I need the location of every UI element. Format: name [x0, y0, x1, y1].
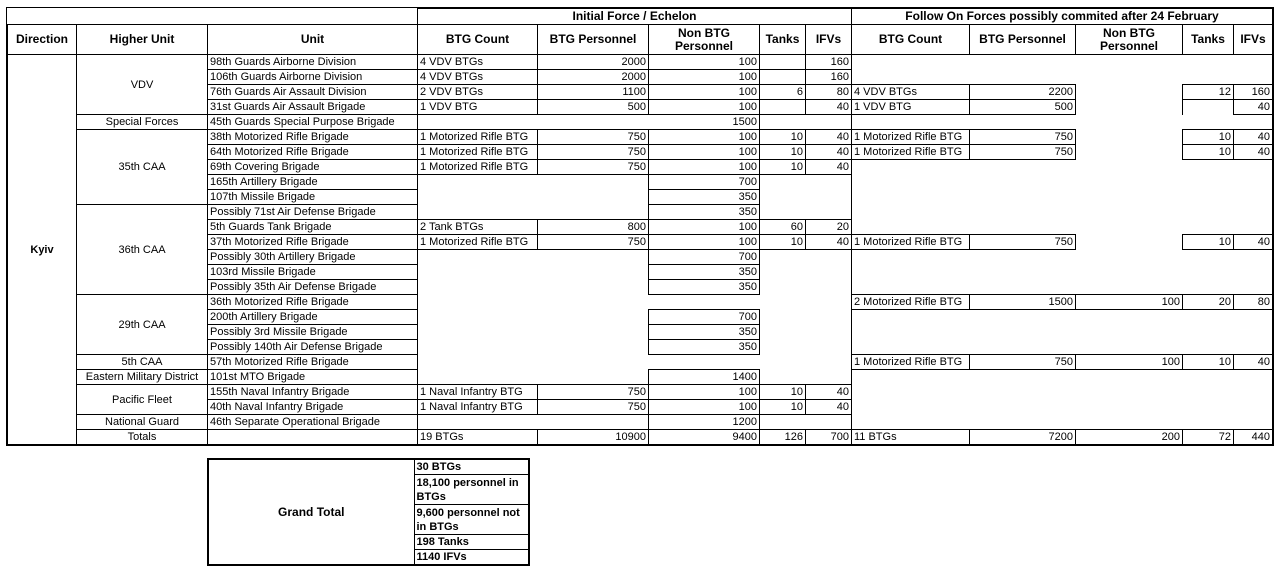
cell-non-btg: 100 [649, 385, 760, 400]
empty-cell [852, 400, 1273, 415]
col-follow-btg-personnel: BTG Personnel [970, 25, 1076, 55]
col-non-btg-personnel: Non BTG Personnel [649, 25, 760, 55]
forces-table [7, 8, 1273, 445]
unit-cell: 107th Missile Brigade [208, 190, 418, 205]
unit-cell: 200th Artillery Brigade [208, 310, 418, 325]
cell-tanks: 10 [760, 145, 806, 160]
unit-cell: 76th Guards Air Assault Division [208, 85, 418, 100]
unit-cell: 5th Guards Tank Brigade [208, 220, 418, 235]
cell-non-btg: 100 [649, 85, 760, 100]
col-tanks: Tanks [760, 25, 806, 55]
cell-btg: 1 Motorized Rifle BTG [418, 235, 538, 250]
table-row [8, 205, 1273, 220]
col-follow-non-btg-personnel: Non BTG Personnel [1076, 25, 1183, 55]
unit-cell: 106th Guards Airborne Division [208, 70, 418, 85]
higher-unit-cell: Pacific Fleet [77, 385, 208, 415]
cell-btg-pers: 750 [538, 235, 649, 250]
cell-non-btg: 700 [649, 250, 760, 265]
cell-f-ifvs: 40 [1234, 355, 1273, 370]
unit-cell: Possibly 71st Air Defense Brigade [208, 205, 418, 220]
empty-cell [852, 70, 1273, 85]
cell-f-btg: 4 VDV BTGs [852, 85, 970, 100]
unit-cell: Possibly 140th Air Defense Brigade [208, 340, 418, 355]
direction-cell: Kyiv [8, 55, 77, 445]
cell-f-non [1076, 100, 1183, 115]
table-row [8, 370, 1273, 385]
cell-tanks: 6 [760, 85, 806, 100]
cell-btg-pers: 750 [538, 385, 649, 400]
higher-unit-cell: 29th CAA [77, 295, 208, 355]
cell-non-btg: 350 [649, 265, 760, 280]
unit-cell: 64th Motorized Rifle Brigade [208, 145, 418, 160]
cell-f-btg: 2 Motorized Rifle BTG [852, 295, 970, 310]
table-row [8, 55, 1273, 70]
empty-cell [852, 220, 1273, 235]
cell-tanks: 10 [760, 235, 806, 250]
col-follow-ifvs: IFVs [1234, 25, 1273, 55]
grand-total-ifvs: 1140 IFVs [414, 550, 529, 566]
cell-f-pers: 750 [970, 145, 1076, 160]
cell-tanks: 10 [760, 400, 806, 415]
cell-f-non [1076, 235, 1183, 250]
unit-cell: 98th Guards Airborne Division [208, 55, 418, 70]
empty-cell [418, 265, 649, 280]
empty-cell [852, 415, 1273, 430]
cell-ifvs: 40 [806, 160, 852, 175]
cell-non-btg: 100 [649, 160, 760, 175]
empty-cell [760, 205, 852, 220]
header-column-row [8, 25, 1273, 55]
cell-tanks [760, 70, 806, 85]
empty-cell [760, 415, 852, 430]
cell-btg-pers: 750 [538, 130, 649, 145]
empty-cell [418, 325, 649, 340]
col-direction: Direction [8, 25, 77, 55]
unit-cell: Possibly 35th Air Defense Brigade [208, 280, 418, 295]
cell-ifvs: 40 [806, 130, 852, 145]
empty-cell [760, 280, 852, 295]
unit-cell: 69th Covering Brigade [208, 160, 418, 175]
initial-force-header: Initial Force / Echelon [418, 9, 852, 25]
cell-btg: 4 VDV BTGs [418, 55, 538, 70]
cell-f-btg: 1 Motorized Rifle BTG [852, 355, 970, 370]
empty-cell [418, 370, 649, 385]
unit-cell: Possibly 3rd Missile Brigade [208, 325, 418, 340]
cell-non-btg: 700 [649, 310, 760, 325]
totals-f-ifvs: 440 [1234, 430, 1273, 445]
cell-tanks [760, 100, 806, 115]
empty-cell [208, 430, 418, 445]
totals-f-btg: 11 BTGs [852, 430, 970, 445]
cell-f-non [1076, 145, 1183, 160]
cell-btg-pers: 2000 [538, 55, 649, 70]
col-unit: Unit [208, 25, 418, 55]
empty-cell [760, 190, 852, 205]
unit-cell: 36th Motorized Rifle Brigade [208, 295, 418, 310]
table-row [8, 415, 1273, 430]
empty-cell [852, 310, 1273, 325]
cell-btg-pers: 750 [538, 400, 649, 415]
empty-cell [760, 370, 852, 385]
cell-f-pers: 2200 [970, 85, 1076, 100]
higher-unit-cell: 35th CAA [77, 130, 208, 205]
col-btg-count: BTG Count [418, 25, 538, 55]
cell-f-btg: 1 Motorized Rifle BTG [852, 130, 970, 145]
higher-unit-cell: 36th CAA [77, 205, 208, 295]
cell-btg: 1 Motorized Rifle BTG [418, 160, 538, 175]
cell-non-btg: 1400 [649, 370, 760, 385]
table-row [8, 385, 1273, 400]
cell-non-btg: 350 [649, 340, 760, 355]
cell-tanks: 60 [760, 220, 806, 235]
empty-cell [852, 340, 1273, 355]
cell-tanks: 10 [760, 160, 806, 175]
empty-cell [418, 310, 649, 325]
higher-unit-cell: Special Forces [77, 115, 208, 130]
cell-f-ifvs: 40 [1234, 235, 1273, 250]
unit-cell: 31st Guards Air Assault Brigade [208, 100, 418, 115]
totals-f-pers: 7200 [970, 430, 1076, 445]
unit-cell: 103rd Missile Brigade [208, 265, 418, 280]
grand-total-table [207, 458, 530, 566]
totals-f-tanks: 72 [1183, 430, 1234, 445]
grand-total-non-btg-personnel: 9,600 personnel not in BTGs [414, 505, 529, 535]
empty-cell [852, 205, 1273, 220]
col-follow-btg-count: BTG Count [852, 25, 970, 55]
empty-cell [418, 295, 852, 310]
empty-cell [852, 265, 1273, 280]
cell-ifvs: 160 [806, 70, 852, 85]
empty-cell [760, 175, 852, 190]
cell-f-btg: 1 VDV BTG [852, 100, 970, 115]
empty-cell [418, 355, 852, 370]
cell-f-tanks [1183, 100, 1234, 115]
unit-cell: 46th Separate Operational Brigade [208, 415, 418, 430]
cell-tanks [760, 55, 806, 70]
cell-non-btg: 100 [649, 220, 760, 235]
cell-f-tanks: 12 [1183, 85, 1234, 100]
col-follow-tanks: Tanks [1183, 25, 1234, 55]
empty-cell [852, 175, 1273, 190]
cell-non-btg: 100 [649, 70, 760, 85]
empty-cell [852, 190, 1273, 205]
empty-cell [418, 415, 649, 430]
table-row [8, 130, 1273, 145]
cell-tanks: 10 [760, 130, 806, 145]
cell-f-tanks: 10 [1183, 235, 1234, 250]
empty-cell [760, 115, 852, 130]
grand-total-label: Grand Total [208, 459, 414, 565]
cell-btg: 1 VDV BTG [418, 100, 538, 115]
cell-btg: 1 Naval Infantry BTG [418, 385, 538, 400]
cell-f-pers: 1500 [970, 295, 1076, 310]
empty-cell [852, 115, 1273, 130]
empty-cell [760, 250, 852, 265]
empty-cell [852, 370, 1273, 385]
totals-btg: 19 BTGs [418, 430, 538, 445]
empty-cell [760, 325, 852, 340]
cell-btg: 1 Naval Infantry BTG [418, 400, 538, 415]
grand-total-btgs: 30 BTGs [414, 459, 529, 475]
unit-cell: 45th Guards Special Purpose Brigade [208, 115, 418, 130]
cell-f-ifvs: 40 [1234, 130, 1273, 145]
totals-non-btg: 9400 [649, 430, 760, 445]
cell-non-btg: 350 [649, 325, 760, 340]
empty-cell [418, 205, 649, 220]
cell-f-non: 100 [1076, 295, 1183, 310]
empty-cell [418, 190, 649, 205]
cell-f-pers: 750 [970, 130, 1076, 145]
cell-f-tanks: 20 [1183, 295, 1234, 310]
cell-ifvs: 40 [806, 100, 852, 115]
cell-btg-pers: 750 [538, 160, 649, 175]
higher-unit-cell: 5th CAA [77, 355, 208, 370]
cell-non-btg: 100 [649, 145, 760, 160]
grand-total-btg-personnel: 18,100 personnel in BTGs [414, 475, 529, 505]
empty-cell [760, 340, 852, 355]
empty-cell [852, 250, 1273, 265]
unit-cell: Possibly 30th Artillery Brigade [208, 250, 418, 265]
cell-non-btg: 100 [649, 400, 760, 415]
cell-tanks: 10 [760, 385, 806, 400]
cell-non-btg: 1500 [418, 115, 760, 130]
cell-btg-pers: 2000 [538, 70, 649, 85]
cell-non-btg: 350 [649, 205, 760, 220]
cell-f-tanks: 10 [1183, 145, 1234, 160]
cell-non-btg: 350 [649, 190, 760, 205]
cell-non-btg: 1200 [649, 415, 760, 430]
follow-on-header: Follow On Forces possibly commited after 24 February [852, 9, 1273, 25]
unit-cell: 101st MTO Brigade [208, 370, 418, 385]
cell-ifvs: 40 [806, 400, 852, 415]
cell-f-tanks: 10 [1183, 355, 1234, 370]
header-group-row [8, 9, 1273, 25]
table-row [8, 355, 1273, 370]
cell-f-pers: 750 [970, 355, 1076, 370]
totals-tanks: 126 [760, 430, 806, 445]
unit-cell: 57th Motorized Rifle Brigade [208, 355, 418, 370]
cell-btg: 2 VDV BTGs [418, 85, 538, 100]
cell-btg-pers: 1100 [538, 85, 649, 100]
totals-ifvs: 700 [806, 430, 852, 445]
cell-btg: 2 Tank BTGs [418, 220, 538, 235]
header-blank [8, 9, 418, 25]
empty-cell [418, 340, 649, 355]
totals-row [8, 430, 1273, 445]
cell-f-btg: 1 Motorized Rifle BTG [852, 145, 970, 160]
empty-cell [852, 325, 1273, 340]
cell-ifvs: 40 [806, 235, 852, 250]
cell-non-btg: 100 [649, 130, 760, 145]
table-row [8, 295, 1273, 310]
cell-f-non: 100 [1076, 355, 1183, 370]
empty-cell [760, 265, 852, 280]
higher-unit-cell: VDV [77, 55, 208, 115]
empty-cell [418, 250, 649, 265]
cell-btg: 1 Motorized Rifle BTG [418, 130, 538, 145]
col-higher-unit: Higher Unit [77, 25, 208, 55]
cell-non-btg: 700 [649, 175, 760, 190]
cell-ifvs: 40 [806, 145, 852, 160]
empty-cell [852, 55, 1273, 70]
table-row [8, 115, 1273, 130]
cell-ifvs: 80 [806, 85, 852, 100]
cell-non-btg: 100 [649, 235, 760, 250]
cell-f-btg: 1 Motorized Rifle BTG [852, 235, 970, 250]
empty-cell [852, 280, 1273, 295]
higher-unit-cell: National Guard [77, 415, 208, 430]
empty-cell [418, 175, 649, 190]
empty-cell [852, 385, 1273, 400]
cell-f-non [1076, 85, 1183, 100]
cell-btg-pers: 500 [538, 100, 649, 115]
cell-ifvs: 160 [806, 55, 852, 70]
higher-unit-cell: Eastern Military District [77, 370, 208, 385]
unit-cell: 40th Naval Infantry Brigade [208, 400, 418, 415]
cell-f-non [1076, 130, 1183, 145]
unit-cell: 37th Motorized Rifle Brigade [208, 235, 418, 250]
grand-total-tanks: 198 Tanks [414, 535, 529, 550]
cell-f-ifvs: 80 [1234, 295, 1273, 310]
cell-f-tanks: 10 [1183, 130, 1234, 145]
totals-label: Totals [77, 430, 208, 445]
cell-non-btg: 350 [649, 280, 760, 295]
cell-btg: 4 VDV BTGs [418, 70, 538, 85]
empty-cell [418, 280, 649, 295]
unit-cell: 165th Artillery Brigade [208, 175, 418, 190]
cell-f-ifvs: 160 [1234, 85, 1273, 100]
cell-btg: 1 Motorized Rifle BTG [418, 145, 538, 160]
cell-btg-pers: 800 [538, 220, 649, 235]
empty-cell [852, 160, 1273, 175]
cell-f-ifvs: 40 [1234, 100, 1273, 115]
cell-f-pers: 750 [970, 235, 1076, 250]
cell-f-pers: 500 [970, 100, 1076, 115]
empty-cell [760, 310, 852, 325]
totals-btg-pers: 10900 [538, 430, 649, 445]
cell-f-ifvs: 40 [1234, 145, 1273, 160]
unit-cell: 38th Motorized Rifle Brigade [208, 130, 418, 145]
totals-f-non: 200 [1076, 430, 1183, 445]
cell-btg-pers: 750 [538, 145, 649, 160]
col-btg-personnel: BTG Personnel [538, 25, 649, 55]
cell-non-btg: 100 [649, 100, 760, 115]
unit-cell: 155th Naval Infantry Brigade [208, 385, 418, 400]
cell-non-btg: 100 [649, 55, 760, 70]
col-ifvs: IFVs [806, 25, 852, 55]
cell-ifvs: 40 [806, 385, 852, 400]
cell-ifvs: 20 [806, 220, 852, 235]
